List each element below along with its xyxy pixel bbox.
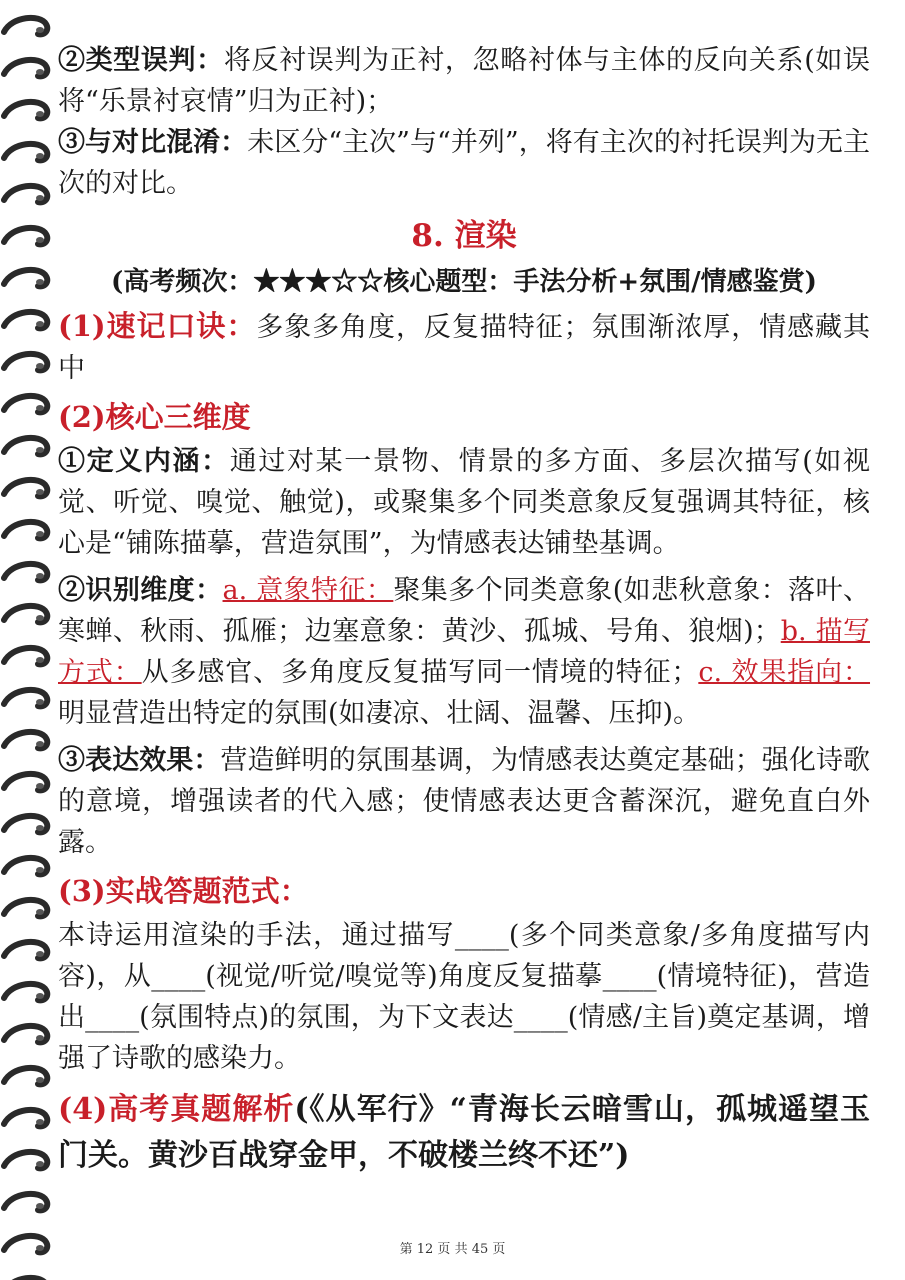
spiral-ring-icon	[4, 1194, 47, 1211]
spiral-ring-icon	[4, 1026, 47, 1043]
item-label: ③与对比混淆：	[58, 127, 248, 158]
spiral-ring-icon	[4, 102, 47, 119]
exam-analysis	[58, 1087, 870, 1179]
page-footer: 第 12 页 共 45 页	[399, 1242, 506, 1257]
spiral-ring-icon	[4, 816, 47, 833]
mnemonic	[58, 306, 870, 389]
spiral-ring-icon	[4, 270, 47, 287]
spiral-ring-icon	[4, 144, 47, 161]
definition-label: ①定义内涵：	[58, 446, 230, 477]
identification-a-text: 聚集多个同类意象(如悲秋意象：落叶、寒蝉、秋雨、孤雁；边塞意象：黄沙、孤城、号角、狼烟)；	[58, 575, 871, 647]
mnemonic-label: (1)速记口诀：	[58, 309, 257, 343]
spiral-ring-icon	[4, 186, 47, 203]
identification-b-text: 从多感官、多角度反复描写同一情境的特征；	[141, 657, 699, 688]
core-heading: (2)核心三维度	[58, 400, 251, 434]
page-content	[58, 40, 870, 1179]
expression-effect	[58, 740, 870, 863]
spiral-ring-icon	[4, 396, 47, 413]
spiral-ring-icon	[4, 228, 47, 245]
identification	[58, 570, 870, 734]
spiral-ring-icon	[4, 1152, 47, 1169]
answer-template: 本诗运用渲染的手法，通过描写____(多个同类意象/多角度描写内容)，从____(视觉/听觉/嗅觉等)角度反复描摹____(情境特征)，营造出____(氛围特点)的氛围，为下文表达____(情感/主旨)奠定基调，增强了诗歌的感染力。	[58, 920, 870, 1074]
identification-b-label: b. 描写方式：	[58, 616, 870, 688]
spiral-ring-icon	[4, 564, 47, 581]
spiral-ring-icon	[4, 522, 47, 539]
definition-text: 通过对某一景物、情景的多方面、多层次描写(如视觉、听觉、嗅觉、触觉)，或聚集多个同类意象反复强调其特征，核心是“铺陈描摹，营造氛围”，为情感表达铺垫基调。	[58, 446, 870, 559]
spiral-ring-icon	[4, 354, 47, 371]
spiral-ring-icon	[4, 18, 47, 35]
effect-text: 营造鲜明的氛围基调，为情感表达奠定基础；强化诗歌的意境，增强读者的代入感；使情感表达更含蓄深沉，避免直白外露。	[58, 745, 871, 858]
spiral-ring-icon	[4, 690, 47, 707]
spiral-ring-icon	[4, 984, 47, 1001]
template-heading: (3)实战答题范式：	[58, 874, 309, 908]
spiral-ring-icon	[4, 774, 47, 791]
item-label: ②类型误判：	[58, 45, 224, 76]
exam-frequency: (高考频次：★★★☆☆核心题型：手法分析+氛围/情感鉴赏)	[111, 267, 817, 297]
definition	[58, 441, 870, 564]
item-text: 将反衬误判为正衬，忽略衬体与主体的反向关系(如误将“乐景衬哀情”归为正衬)；	[58, 45, 870, 117]
item-confuse-contrast	[58, 122, 870, 204]
spiral-ring-icon	[4, 942, 47, 959]
spiral-ring-icon	[4, 480, 47, 497]
identification-c-label: c. 效果指向：	[698, 657, 871, 688]
spiral-ring-icon	[4, 732, 47, 749]
spiral-ring-icon	[4, 858, 47, 875]
effect-label: ③表达效果：	[58, 745, 221, 776]
spiral-ring-icon	[4, 606, 47, 623]
identification-label: ②识别维度：	[58, 575, 223, 606]
item-type-misjudge	[58, 40, 870, 122]
identification-a-label: a. 意象特征：	[222, 575, 394, 606]
exam-analysis-heading: (4)高考真题解析	[58, 1092, 295, 1127]
exam-analysis-text: (《从军行》“青海长云暗雪山，孤城遥望玉门关。黄沙百战穿金甲，不破楼兰终不还”)	[58, 1092, 870, 1173]
spiral-ring-icon	[4, 1110, 47, 1127]
item-text: 未区分“主次”与“并列”，将有主次的衬托误判为无主次的对比。	[58, 127, 871, 199]
spiral-ring-icon	[4, 648, 47, 665]
spiral-ring-icon	[4, 312, 47, 329]
mnemonic-text: 多象多角度，反复描特征；氛围渐浓厚，情感藏其中	[58, 312, 871, 384]
section-title: 8. 渲染	[411, 218, 517, 254]
spiral-ring-icon	[4, 60, 47, 77]
spiral-ring-icon	[4, 1068, 47, 1085]
spiral-ring-icon	[4, 438, 47, 455]
identification-c-text: 明显营造出特定的氛围(如凄凉、壮阔、温馨、压抑)。	[58, 698, 701, 729]
spiral-binding-icon	[0, 0, 60, 1280]
spiral-ring-icon	[4, 900, 47, 917]
